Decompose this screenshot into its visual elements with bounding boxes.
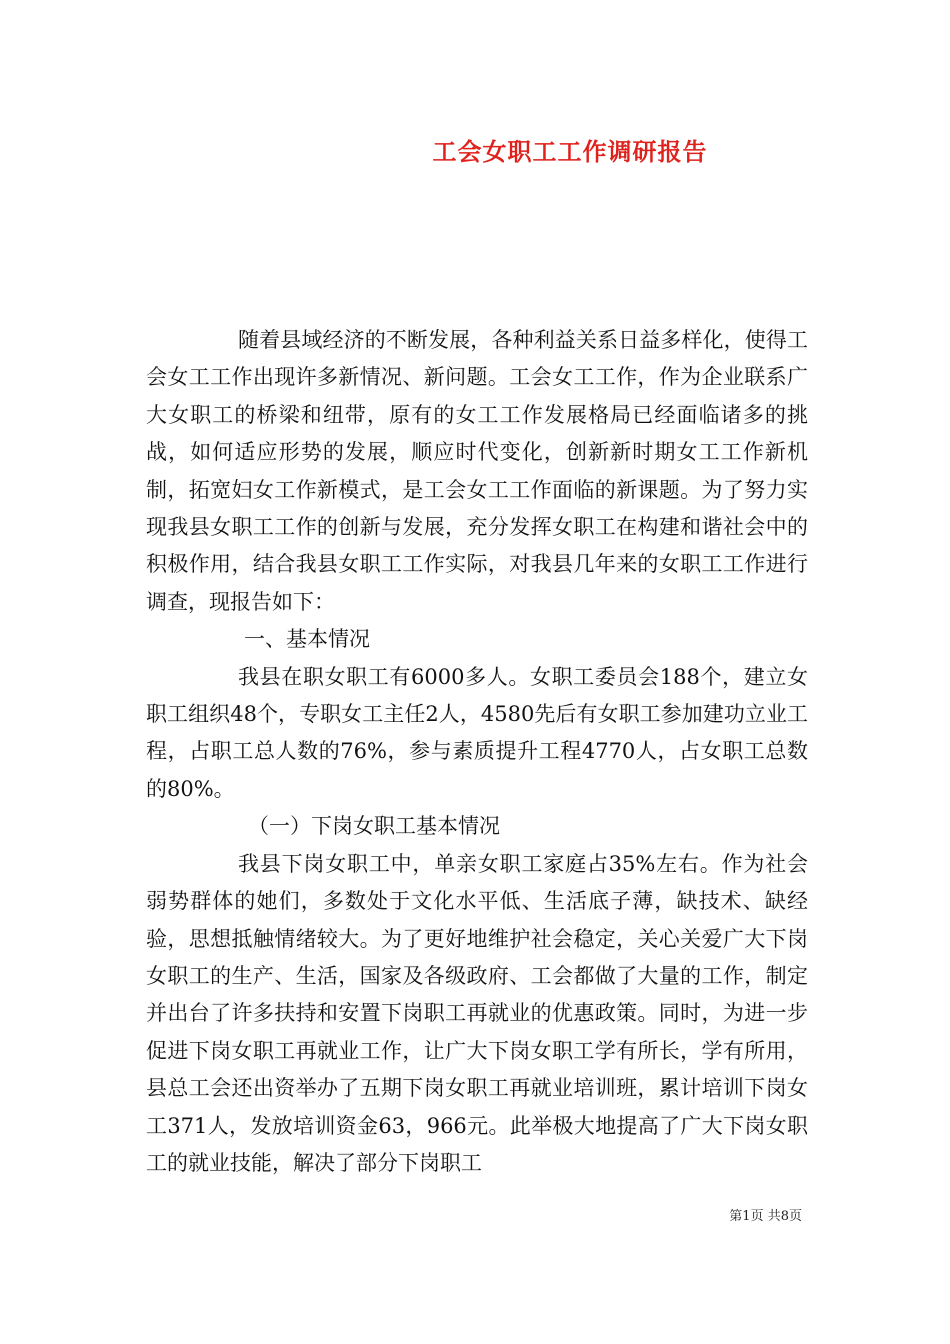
subsection-heading-laid-off: （一）下岗女职工基本情况 — [248, 814, 500, 839]
footer-prefix: 第 — [729, 1209, 743, 1224]
section-heading-basic: 一、基本情况 — [244, 627, 370, 652]
laid-off-paragraph: 我县下岗女职工中，单亲女职工家庭占35%左右。作为社会弱势群体的她们，多数处于文化水平低、生活底子薄，缺技术、缺经验，思想抵触情绪较大。为了更好地维护社会稳定，关心关爱广大下岗女职工的生产、生活，国家及各级政府、工会都做了大量的工作，制定并出台了许多扶持和安置下岗职工再就业的优惠政策。同时，为进一步促进下岗女职工再就业工作，让广大下岗女职工学有所长，学有所用，县总工会还出资举办了五期下岗女职工再就业培训班，累计培训下岗女工371人，发放培训资金63，966元。此举极大地提高了广大下岗女职工的就业技能，解决了部分下岗职工 — [146, 851, 808, 1175]
page-footer — [729, 1205, 802, 1224]
document-title: 工会女职工工作调研报告 — [432, 137, 708, 166]
document-body — [146, 322, 808, 1182]
footer-suffix: 页 — [788, 1209, 802, 1224]
footer-current-page: 1 — [742, 1209, 751, 1224]
footer-middle: 页 共 — [750, 1209, 781, 1224]
basic-info-paragraph: 我县在职女职工有6000多人。女职工委员会188个，建立女职工组织48个，专职女工主任2人，4580先后有女职工参加建功立业工程，占职工总人数的76%，参与素质提升工程4770人，占女职工总数的80%。 — [146, 664, 808, 801]
footer-total-pages: 8 — [780, 1209, 789, 1224]
intro-paragraph: 随着县域经济的不断发展，各种利益关系日益多样化，使得工会女工工作出现许多新情况、新问题。工会女工工作，作为企业联系广大女职工的桥梁和纽带，原有的女工工作发展格局已经面临诸多的挑战，如何适应形势的发展，顺应时代变化，创新新时期女工工作新机制，拓宽妇女工作新模式，是工会女工工作面临的新课题。为了努力实现我县女职工工作的创新与发展，充分发挥女职工在构建和谐社会中的积极作用，结合我县女职工工作实际，对我县几年来的女职工工作进行调查，现报告如下： — [146, 328, 808, 614]
